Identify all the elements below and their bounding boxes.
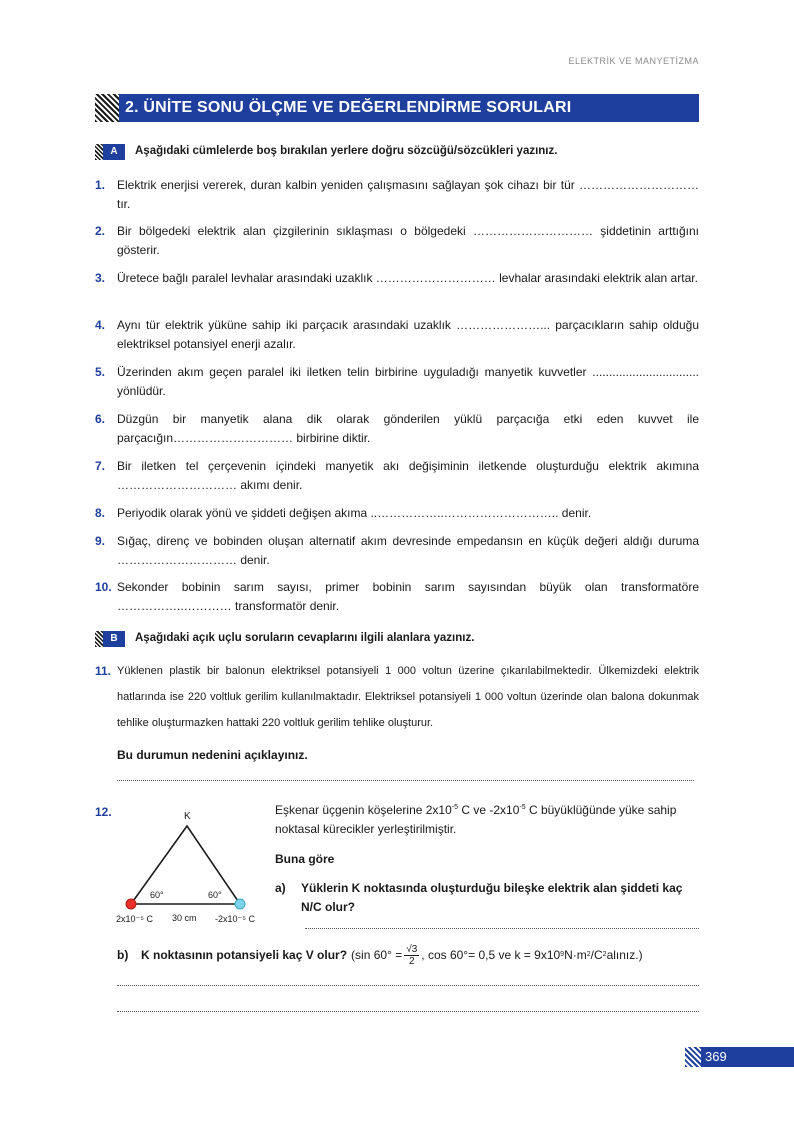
question-number: 8.	[95, 506, 106, 520]
formula-exponent: 2	[586, 951, 591, 959]
section-hatch	[95, 631, 103, 647]
title-bar	[95, 94, 699, 122]
equilateral-triangle	[131, 826, 240, 904]
question-text: Elektrik enerjisi vererek, duran kalbin yeniden çalışmasını sağlayan şok cihazı bir tür ………………………… tır.	[117, 178, 699, 211]
subquestion-label: a)	[275, 881, 286, 895]
page-number-tab	[685, 1047, 794, 1067]
triangle-diagram	[110, 806, 270, 928]
question-text: Düzgün bir manyetik alana dik olarak gönderilen yüklü parçacığa etki eden kuvvet ile parçacığın………………………… birbirine diktir.	[117, 412, 699, 445]
question-2	[95, 222, 699, 259]
page-number: 369	[701, 1047, 794, 1067]
fraction-numerator: √3	[406, 944, 418, 955]
right-charge-sphere	[235, 899, 245, 909]
section-b-instruction: Aşağıdaki açık uçlu soruların cevaplarını ilgili alanlara yazınız.	[135, 632, 475, 644]
right-charge-label: -2x10⁻⁵ C	[215, 914, 255, 924]
page-title: 2. ÜNİTE SONU ÖLÇME VE DEĞERLENDİRME SORULARI	[119, 94, 699, 122]
formula-text: , cos 60°= 0,5 ve k = 9x10	[421, 948, 561, 963]
vertex-label-k: K	[184, 811, 191, 822]
question-text: Bir bölgedeki elektrik alan çizgilerinin sıklaşması o bölgedeki ………………………… şiddetinin arttığını gösterir.	[117, 224, 699, 257]
question-12b	[117, 944, 699, 967]
question-number: 10.	[95, 580, 112, 594]
question-12-number: 12.	[95, 805, 112, 819]
buna-gore-label: Buna göre	[275, 852, 335, 866]
left-charge-label: 2x10⁻⁵ C	[116, 914, 153, 924]
page-number-hatch	[685, 1047, 701, 1067]
section-a-badge: A	[103, 144, 125, 160]
question-1	[95, 176, 699, 213]
question-text: Sığaç, direnç ve bobinden oluşan alternatif akım devresinde empedansın en küçük değeri aldığı duruma ………………………… denir.	[117, 534, 699, 567]
question-text: Aynı tür elektrik yüküne sahip iki parçacık arasındaki uzaklık …………………... parçacıkların sahip olduğu elektriksel potansiyel enerji azalır.	[117, 318, 699, 351]
formula-text: /C	[590, 948, 603, 963]
answer-line[interactable]	[305, 928, 699, 929]
question-text: Yüklenen plastik bir balonun elektriksel potansiyeli 1 000 voltun üzerine çıkarılabilmektedir. Ülkemizdeki elektrik hatlarında ise 220 voltluk gerilim kullanılmaktadır. Elektriksel potansiyeli 1 000 voltun üzerinde olan balona dokunmak tehlike oluşturmazken hattaki 220 voltluk gerilim tehlike oluşturur.	[117, 665, 699, 729]
right-angle-label: 60°	[208, 890, 222, 900]
question-3	[95, 269, 699, 288]
section-a-instruction: Aşağıdaki cümlelerde boş bırakılan yerlere doğru sözcüğü/sözcükleri yazınız.	[135, 145, 558, 157]
answer-line[interactable]	[117, 780, 694, 781]
question-text: Üzerinden akım geçen paralel iki iletken telin birbirine uyguladığı manyetik kuvvetler ................................ yönlüdür.	[117, 365, 699, 398]
running-head: ELEKTRİK VE MANYETİZMA	[568, 56, 699, 66]
question-number: 7.	[95, 459, 106, 473]
formula-exponent: 2	[602, 951, 607, 959]
question-10	[95, 578, 699, 615]
stem-exponent: -5	[451, 804, 459, 811]
answer-line[interactable]	[117, 1011, 699, 1012]
question-11-prompt: Bu durumun nedenini açıklayınız.	[117, 748, 308, 762]
subquestion-text: K noktasının potansiyeli kaç V olur?	[141, 948, 348, 963]
question-12a	[275, 879, 699, 916]
question-text: Bir iletken tel çerçevenin içindeki manyetik akı değişiminin iletkende oluşturduğu elektrik akımına ………………………… akımı denir.	[117, 459, 699, 492]
question-number: 2.	[95, 224, 106, 238]
question-5	[95, 363, 699, 400]
question-number: 9.	[95, 534, 106, 548]
question-7	[95, 457, 699, 494]
question-11	[95, 658, 699, 736]
answer-line[interactable]	[117, 985, 699, 986]
question-text: Üretece bağlı paralel levhalar arasındaki uzaklık ………………………… levhalar arasındaki elektrik alan artar.	[117, 271, 698, 285]
section-hatch	[95, 144, 103, 160]
question-number: 5.	[95, 365, 106, 379]
fraction	[404, 944, 419, 967]
formula-text: alınız.)	[606, 948, 643, 963]
question-12-stem	[275, 801, 699, 838]
question-number: 3.	[95, 271, 106, 285]
question-9	[95, 532, 699, 569]
question-number: 1.	[95, 178, 106, 192]
question-number: 4.	[95, 318, 106, 332]
section-a-header	[95, 143, 557, 161]
question-6	[95, 410, 699, 447]
question-text: Periyodik olarak yönü ve şiddeti değişen akıma ..……………..……………………….. denir.	[117, 506, 592, 520]
section-b-header	[95, 630, 474, 648]
question-number: 6.	[95, 412, 106, 426]
stem-exponent: -5	[519, 804, 526, 811]
left-charge-sphere	[126, 899, 136, 909]
subquestion-text: Yüklerin K noktasında oluşturduğu bileşke elektrik alan şiddeti kaç N/C olur?	[301, 881, 683, 914]
stem-text: C büyüklüğünde yüke sahip noktasal kürecikler yerleştirilmiştir.	[275, 803, 677, 836]
question-text: Sekonder bobinin sarım sayısı, primer bobinin sarım sayısından büyük olan transformatöre ……………..………… transformatör denir.	[117, 580, 699, 613]
question-4	[95, 316, 699, 353]
fraction-denominator: 2	[408, 956, 415, 967]
formula-text: N·m	[564, 948, 587, 963]
formula-exponent: 9	[560, 951, 565, 959]
subquestion-label: b)	[117, 948, 129, 963]
section-b-badge: B	[103, 631, 125, 647]
question-number: 11.	[95, 664, 112, 678]
left-angle-label: 60°	[150, 890, 164, 900]
formula-text: (sin 60° =	[351, 948, 403, 963]
side-length-label: 30 cm	[172, 913, 197, 923]
question-8	[95, 504, 699, 523]
stem-text: C ve -2x10	[458, 803, 520, 817]
title-hatch	[95, 94, 119, 122]
stem-text: Eşkenar üçgenin köşelerine 2x10	[275, 803, 452, 817]
